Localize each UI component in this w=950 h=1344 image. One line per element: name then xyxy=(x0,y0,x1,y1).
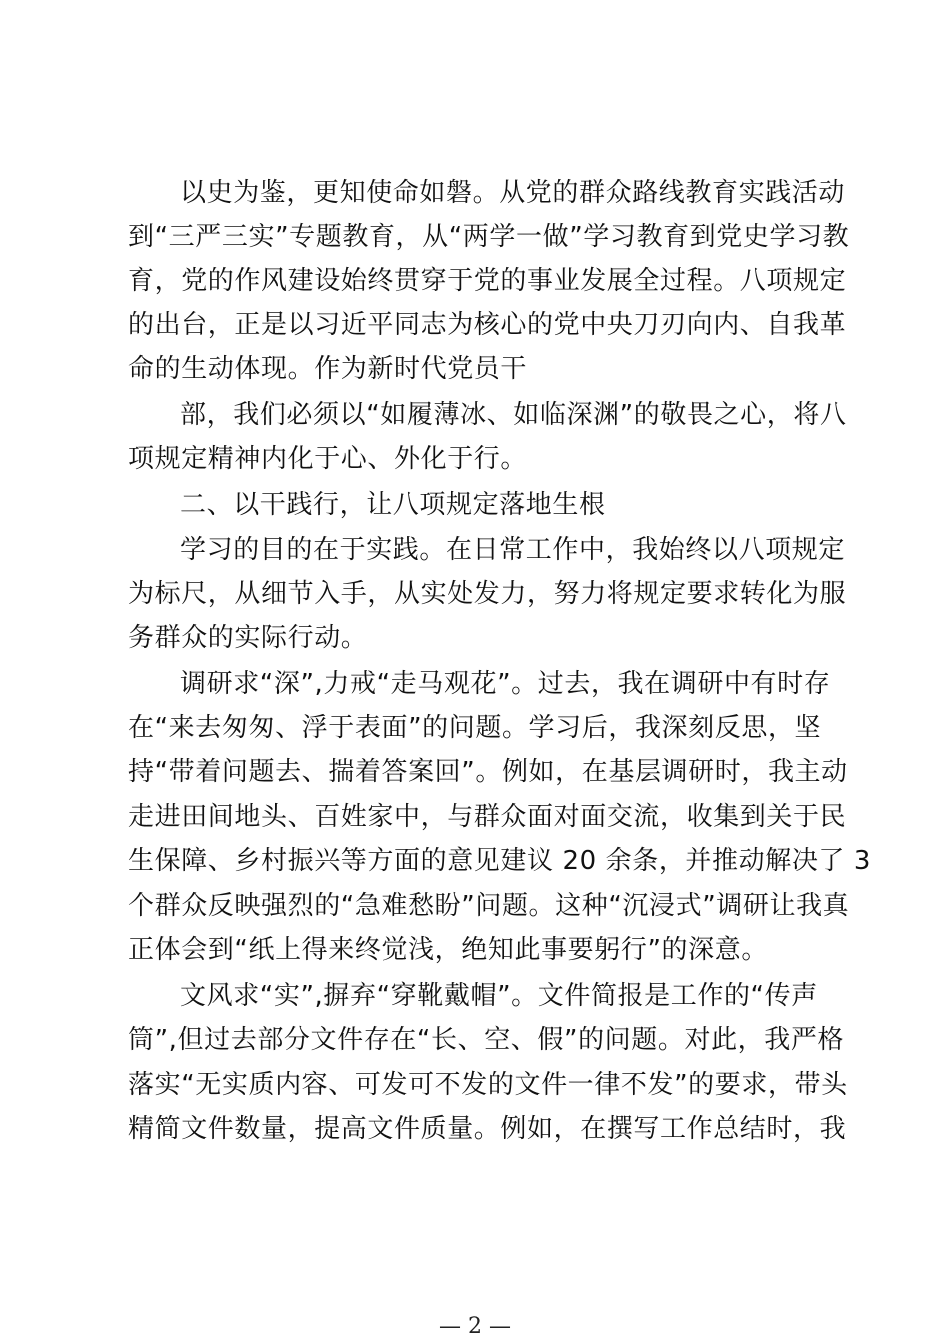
text-line: 精简文件数量，提高文件质量。例如，在撰写工作总结时，我 xyxy=(128,1114,847,1144)
text-line: 调研求“深”,力戒“走马观花”。过去，我在调研中有时存 xyxy=(180,669,831,699)
text-line: 以史为鉴，更知使命如磐。从党的群众路线教育实践活动 xyxy=(180,178,846,208)
text-line: 务群众的实际行动。 xyxy=(128,623,368,653)
text-line: 落实“无实质内容、可发可不发的文件一律不发”的要求，带头 xyxy=(128,1070,848,1100)
text-line: 走进田间地头、百姓家中，与群众面对面交流，收集到关于民 xyxy=(128,802,847,832)
text-line: 学习的目的在于实践。在日常工作中，我始终以八项规定 xyxy=(180,535,846,565)
text-line: 为标尺，从细节入手，从实处发力，努力将规定要求转化为服 xyxy=(128,579,847,609)
text-line: 命的生动体现。作为新时代党员干 xyxy=(128,354,528,384)
text-line: 育，党的作风建设始终贯穿于党的事业发展全过程。八项规定 xyxy=(128,266,847,296)
text-line: 文风求“实”,摒弃“穿靴戴帽”。文件简报是工作的“传声 xyxy=(180,981,818,1011)
text-line: 生保障、乡村振兴等方面的意见建议 20 余条，并推动解决了 3 xyxy=(128,846,872,876)
text-line: 部，我们必须以“如履薄冰、如临深渊”的敬畏之心，将八 xyxy=(180,400,847,430)
text-line: 项规定精神内化于心、外化于行。 xyxy=(128,444,528,474)
text-line: 正体会到“纸上得来终觉浅，绝知此事要躬行”的深意。 xyxy=(128,935,768,965)
text-line: 持“带着问题去、揣着答案回”。例如，在基层调研时，我主动 xyxy=(128,757,848,787)
text-line: 到“三严三实”专题教育，从“两学一做”学习教育到党史学习教 xyxy=(128,222,850,252)
text-line: 筒”,但过去部分文件存在“长、空、假”的问题。对此，我严格 xyxy=(128,1025,845,1055)
text-line: 个群众反映强烈的“急难愁盼”问题。这种“沉浸式”调研让我真 xyxy=(128,891,850,921)
section-heading: 二、以干践行，让八项规定落地生根 xyxy=(180,490,606,520)
text-line: 的出台，正是以习近平同志为核心的党中央刀刃向内、自我革 xyxy=(128,310,847,340)
page-number: — 2 — xyxy=(439,1314,511,1339)
text-line: 在“来去匆匆、浮于表面”的问题。学习后，我深刻反思，坚 xyxy=(128,713,822,743)
